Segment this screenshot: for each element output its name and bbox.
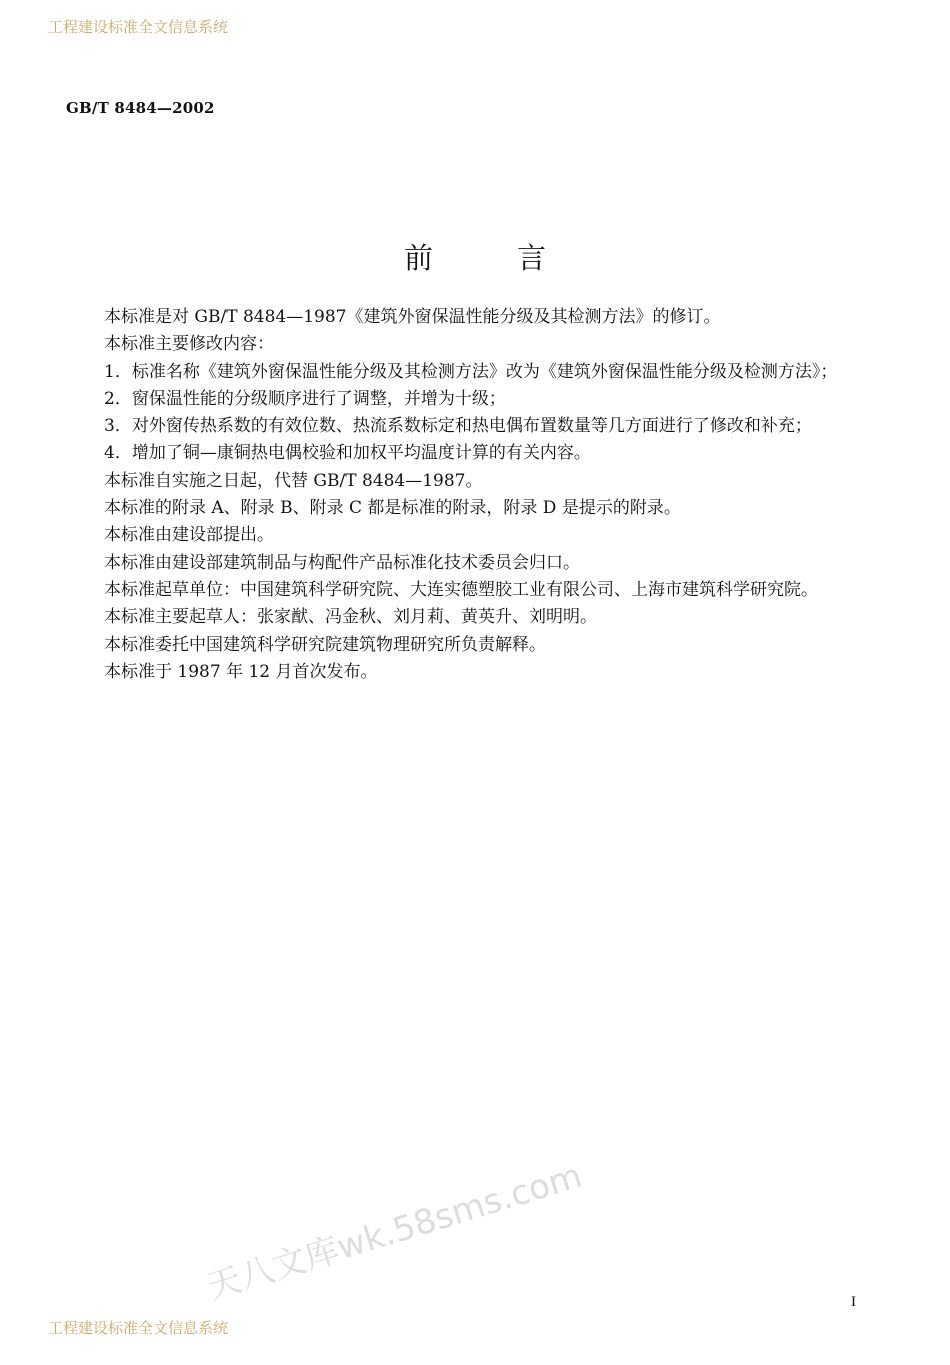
preface-paragraph: 本标准是对 GB/T 8484—1987《建筑外窗保温性能分级及其检测方法》的修订。 <box>104 307 721 327</box>
preface-list-item: 2．窗保温性能的分级顺序进行了调整，并增为十级； <box>104 388 506 409</box>
header-system-label: 工程建设标准全文信息系统 <box>48 18 229 36</box>
footer-system-label: 工程建设标准全文信息系统 <box>48 1319 229 1337</box>
preface-paragraph: 本标准委托中国建筑科学研究院建筑物理研究所负责解释。 <box>104 634 546 655</box>
standard-code: GB/T 8484—2002 <box>66 99 215 117</box>
preface-paragraph: 本标准于 1987 年 12 月首次发布。 <box>104 661 378 682</box>
preface-paragraph: 本标准主要起草人：张家猷、冯金秋、刘月莉、黄英升、刘明明。 <box>104 607 597 628</box>
preface-paragraph: 本标准自实施之日起，代替 GB/T 8484—1987。 <box>104 470 483 491</box>
preface-list-item: 4．增加了铜—康铜热电偶校验和加权平均温度计算的有关内容。 <box>104 443 591 464</box>
preface-list-item: 3．对外窗传热系数的有效位数、热流系数标定和热电偶布置数量等几方面进行了修改和补充； <box>104 416 812 437</box>
preface-title: 前言 <box>403 241 630 275</box>
preface-body <box>104 304 904 686</box>
preface-paragraph: 本标准主要修改内容： <box>104 334 274 355</box>
preface-paragraph: 本标准由建设部提出。 <box>104 525 274 546</box>
preface-paragraph: 本标准的附录 A、附录 B、附录 C 都是标准的附录，附录 D 是提示的附录。 <box>104 498 681 519</box>
preface-paragraph: 本标准由建设部建筑制品与构配件产品标准化技术委员会归口。 <box>104 552 580 573</box>
preface-paragraph: 本标准起草单位：中国建筑科学研究院、大连实德塑胶工业有限公司、上海市建筑科学研究院。 <box>104 579 818 600</box>
preface-list-item: 1．标准名称《建筑外窗保温性能分级及其检测方法》改为《建筑外窗保温性能分级及检测方法》； <box>104 361 838 382</box>
page-number: I <box>851 1294 856 1310</box>
watermark: 天八文库wk.58sms.com <box>202 1155 587 1308</box>
